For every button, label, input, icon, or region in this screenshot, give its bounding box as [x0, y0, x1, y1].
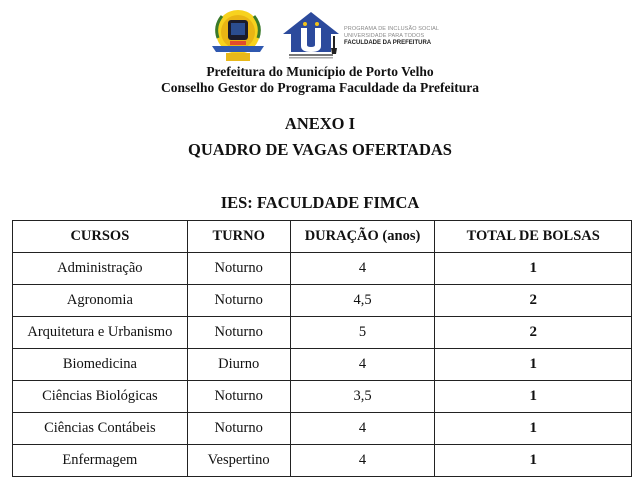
cell-bolsas: 2 [435, 285, 632, 317]
cell-turno: Noturno [187, 413, 290, 445]
annex-title: ANEXO I [284, 114, 356, 133]
header-conselho: Conselho Gestor do Programa Faculdade da Prefeitura [161, 79, 479, 95]
table-row [13, 317, 632, 349]
cell-curso: Agronomia [13, 285, 188, 317]
cell-bolsas: 1 [435, 445, 632, 477]
column-header-bolsas: TOTAL DE BOLSAS [435, 221, 632, 253]
cell-bolsas: 1 [435, 413, 632, 445]
column-header-duracao: DURAÇÃO (anos) [290, 221, 435, 253]
header-logos [0, 6, 640, 64]
table-title: QUADRO DE VAGAS OFERTADAS [188, 140, 452, 159]
cell-duracao: 4,5 [290, 285, 435, 317]
cell-turno: Vespertino [187, 445, 290, 477]
cell-duracao: 4 [290, 445, 435, 477]
cell-duracao: 4 [290, 349, 435, 381]
cell-curso: Biomedicina [13, 349, 188, 381]
cell-turno: Noturno [187, 285, 290, 317]
program-text-line1: PROGRAMA DE INCLUSÃO SOCIAL [344, 26, 439, 32]
cell-duracao: 3,5 [290, 381, 435, 413]
table-row [13, 413, 632, 445]
cell-turno: Noturno [187, 317, 290, 349]
table-row [13, 349, 632, 381]
cell-curso: Arquitetura e Urbanismo [13, 317, 188, 349]
table-row [13, 285, 632, 317]
cell-duracao: 4 [290, 413, 435, 445]
table-row [13, 445, 632, 477]
institution-title: IES: FACULDADE FIMCA [220, 193, 420, 212]
program-text-line3: FACULDADE DA PREFEITURA [344, 40, 432, 46]
cell-duracao: 4 [290, 253, 435, 285]
cell-turno: Noturno [187, 381, 290, 413]
cell-curso: Ciências Biológicas [13, 381, 188, 413]
cell-turno: Noturno [187, 253, 290, 285]
table-header-row [13, 221, 632, 253]
cell-turno: Diurno [187, 349, 290, 381]
cell-curso: Ciências Contábeis [13, 413, 188, 445]
cell-duracao: 5 [290, 317, 435, 349]
program-logo-text [344, 26, 454, 47]
cell-bolsas: 1 [435, 381, 632, 413]
document-header [0, 64, 640, 95]
municipal-emblem-icon [204, 8, 272, 64]
table-row [13, 253, 632, 285]
cell-bolsas: 1 [435, 253, 632, 285]
vacancies-table [12, 220, 632, 477]
header-prefeitura: Prefeitura do Município de Porto Velho [206, 64, 434, 79]
cell-bolsas: 1 [435, 349, 632, 381]
cell-curso: Administração [13, 253, 188, 285]
program-text-line2: UNIVERSIDADE PARA TODOS [344, 32, 425, 39]
column-header-turno: TURNO [187, 221, 290, 253]
cell-curso: Enfermagem [13, 445, 188, 477]
column-header-cursos: CURSOS [13, 221, 188, 253]
table-row [13, 381, 632, 413]
program-u-logo-icon [281, 10, 341, 60]
cell-bolsas: 2 [435, 317, 632, 349]
